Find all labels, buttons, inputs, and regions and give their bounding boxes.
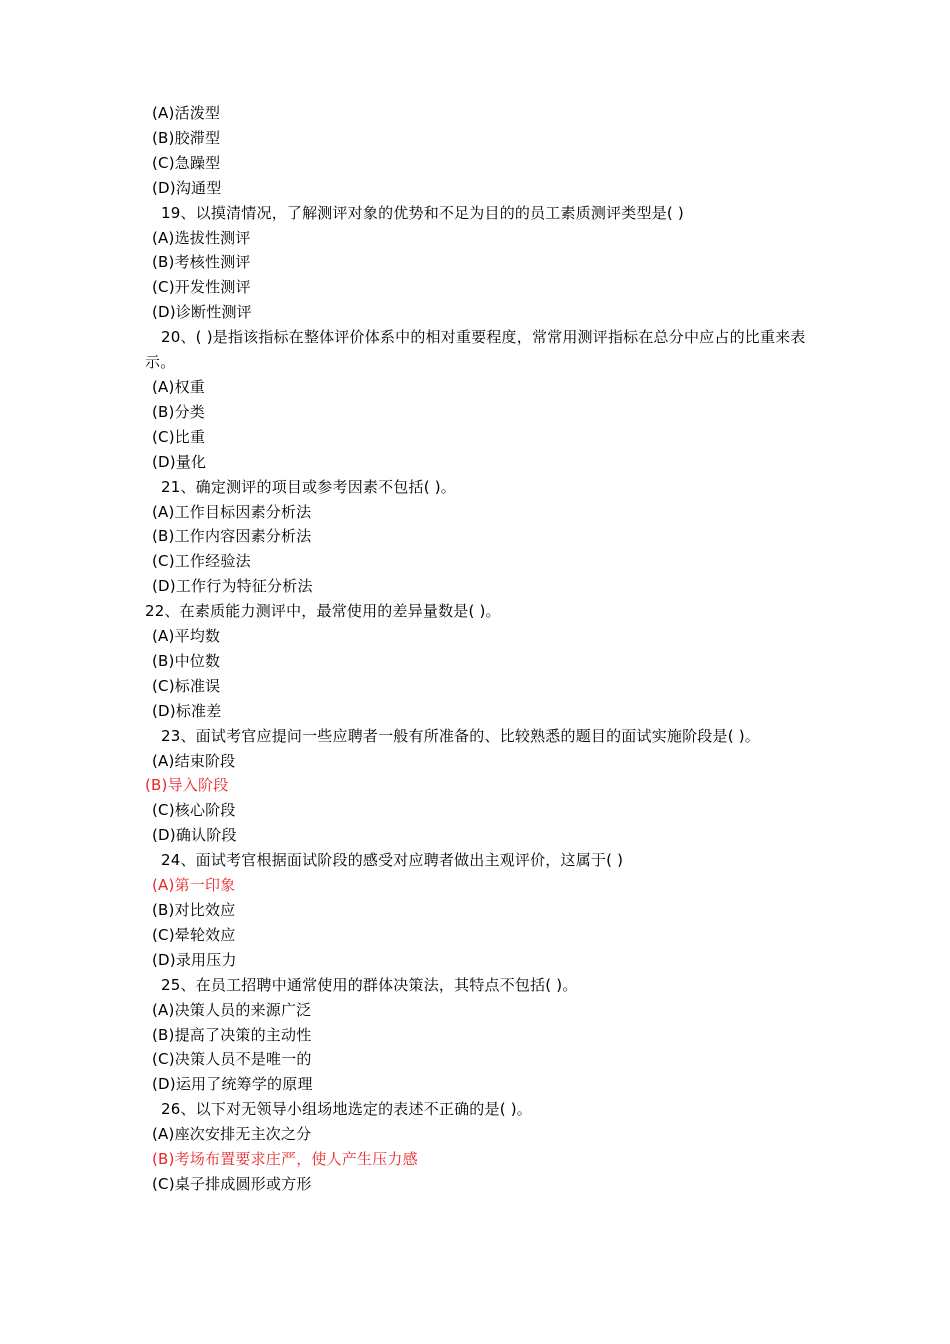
option-c: (C)比重 (152, 427, 206, 446)
option-a: (A)平均数 (152, 627, 221, 646)
option-b: (B)中位数 (152, 651, 221, 670)
option-c: (C)工作经验法 (152, 552, 251, 571)
option-d: (D)量化 (152, 452, 207, 471)
option-c: (C)桌子排成圆形或方形 (152, 1174, 312, 1193)
question-26: 26、以下对无领导小组场地选定的表述不正确的是( )。 (161, 1100, 532, 1119)
option-c: (C)开发性测评 (152, 278, 251, 297)
option-b-highlighted: (B)导入阶段 (145, 776, 229, 795)
option-a: (A)选拔性测评 (152, 228, 251, 247)
option-d: (D)工作行为特征分析法 (152, 577, 313, 596)
option-a: (A)工作目标因素分析法 (152, 502, 312, 521)
option-b: (B)分类 (152, 402, 205, 421)
option-b: (B)对比效应 (152, 901, 236, 919)
option-b: (B)工作内容因素分析法 (152, 527, 312, 546)
question-21: 21、确定测评的项目或参考因素不包括( )。 (161, 477, 456, 496)
question-24: 24、面试考官根据面试阶段的感受对应聘者做出主观评价，这属于( ) (161, 851, 624, 870)
question-23: 23、面试考官应提问一些应聘者一般有所准备的、比较熟悉的题目的面试实施阶段是( )。 (161, 726, 760, 745)
question-22: 22、在素质能力测评中，最常使用的差异量数是( )。 (145, 602, 501, 621)
option-d: (D)沟通型 (152, 178, 222, 197)
option-c: (C)核心阶段 (152, 801, 236, 820)
option-c: (C)标准误 (152, 676, 221, 695)
question-19: 19、以摸清情况，了解测评对象的优势和不足为目的的员工素质测评类型是( ) (161, 203, 684, 222)
option-d: (D)标准差 (152, 701, 222, 720)
option-c: (C)晕轮效应 (152, 925, 236, 944)
option-d: (D)录用压力 (152, 950, 237, 969)
option-b-highlighted: (B)考场布置要求庄严，使人产生压力感 (152, 1150, 418, 1169)
option-d: (D)确认阶段 (152, 826, 237, 845)
option-d: (D)运用了统筹学的原理 (152, 1075, 313, 1094)
option-a: (A)权重 (152, 377, 205, 396)
option-a: (A)决策人员的来源广泛 (152, 1000, 312, 1019)
question-25: 25、在员工招聘中通常使用的群体决策法，其特点不包括( )。 (161, 975, 578, 994)
option-a: (A)结束阶段 (152, 751, 236, 770)
question-list (145, 101, 815, 1197)
option-b: (B)胶滞型 (152, 128, 221, 147)
option-c: (C)决策人员不是唯一的 (152, 1050, 312, 1069)
option-b: (B)考核性测评 (152, 253, 251, 272)
option-a: (A)活泼型 (152, 104, 221, 122)
question-20: 20、( )是指该指标在整体评价体系中的相对重要程度，常常用测评指标在总分中应占的比重来表示。 (145, 328, 806, 372)
option-a-highlighted: (A)第一印象 (152, 876, 236, 895)
option-a: (A)座次安排无主次之分 (152, 1125, 312, 1144)
option-b: (B)提高了决策的主动性 (152, 1025, 312, 1044)
option-c: (C)急躁型 (152, 153, 221, 172)
option-d: (D)诊断性测评 (152, 303, 252, 322)
